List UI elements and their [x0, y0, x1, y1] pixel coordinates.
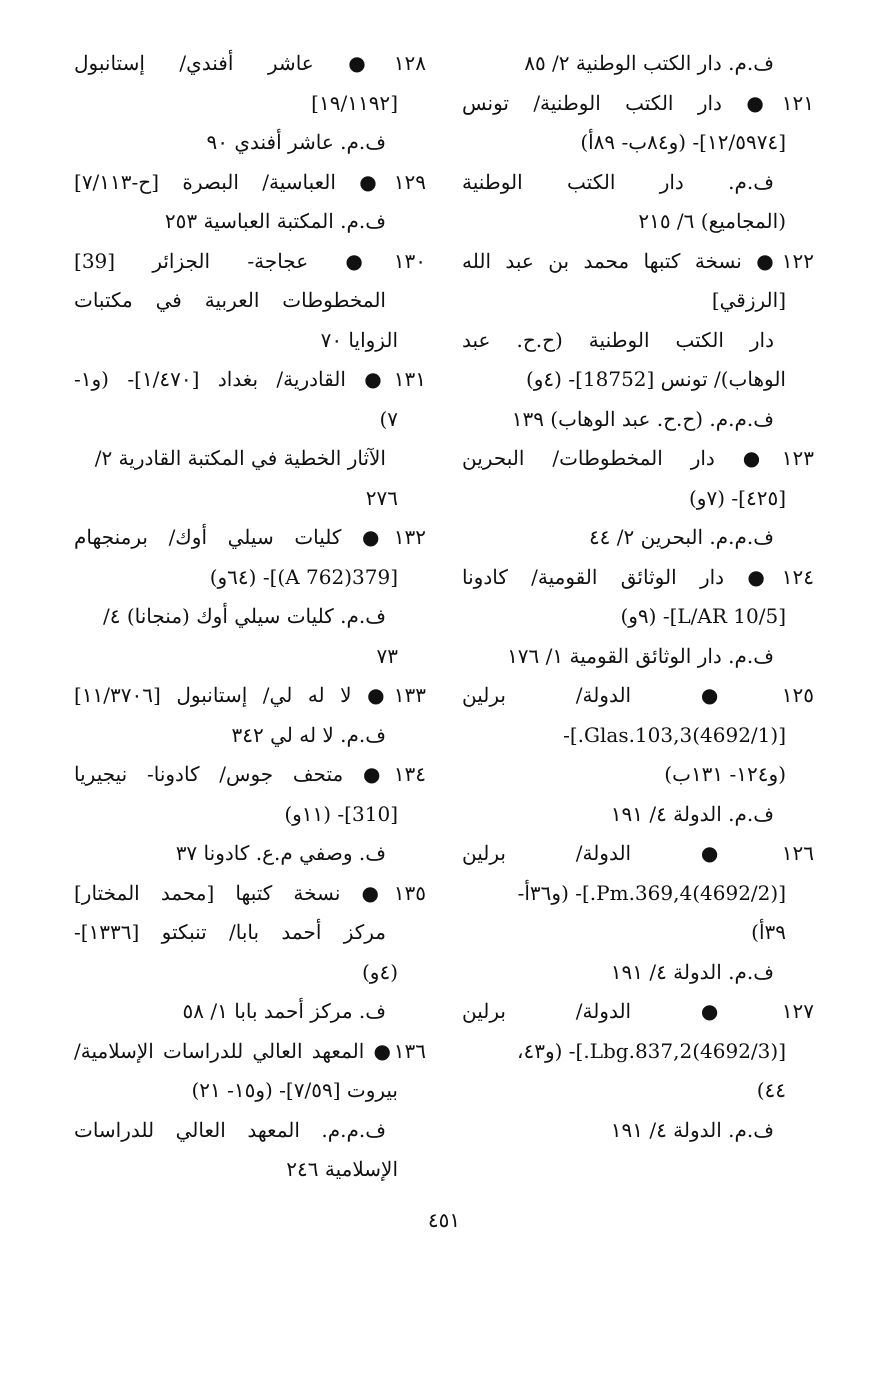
- reference-line: ف.م. الدولة ٤/ ١٩١: [610, 801, 774, 826]
- reference-line: ف.م. عاشر أفندي ٩٠: [206, 130, 386, 154]
- reference-line: مركز أحمد بابا/ تنبكتو [١٣٣٦]-: [74, 920, 386, 944]
- continuation-line: [L/AR 10/5]- (٩و): [620, 604, 786, 628]
- continuation-line: ٢٧٦: [365, 485, 398, 510]
- reference-line: ف. وصفي م.ع. كادونا ٣٧: [175, 841, 386, 865]
- continuation-line: الوهاب)/ تونس [18752]- (٤و): [525, 367, 786, 391]
- catalog-entry-line: ١٢٩● العباسية/ البصرة [ح-٧/١١٣]: [74, 169, 426, 194]
- right-column: [462, 44, 814, 1150]
- reference-line: ف.م.م. (ح.ح. عبد الوهاب) ١٣٩: [511, 406, 774, 431]
- catalog-entry-line: ١٣٠● عجاجة- الجزائر [39]: [74, 248, 426, 273]
- continuation-line: (٤و): [361, 959, 398, 984]
- reference-line: ف.م. الدولة ٤/ ١٩١: [610, 1117, 774, 1142]
- continuation-line: [١٢/٥٩٧٤]- (و٨٤ب- ٨٩أ): [580, 130, 786, 154]
- reference-line: ف.م.م. البحرين ٢/ ٤٤: [588, 525, 774, 549]
- catalog-entry-line: ١٢٦● الدولة/ برلين: [462, 841, 814, 865]
- reference-line: ف.م. دار الوثائق القومية ١/ ١٧٦: [507, 643, 774, 668]
- continuation-line: [الرزقي]: [711, 288, 786, 312]
- page-number: ٤٥١: [427, 1208, 461, 1232]
- continuation-line: (المجاميع) ٦/ ٢١٥: [638, 209, 786, 233]
- reference-line: ف.م. الدولة ٤/ ١٩١: [610, 959, 774, 984]
- catalog-entry-line: ١٣٢● كليات سيلي أوك/ برمنجهام: [74, 525, 426, 549]
- catalog-entry-line: ١٣٥● نسخة كتبها [محمد المختار]: [74, 880, 426, 905]
- continuation-line: الزوايا ٧٠: [320, 327, 398, 352]
- continuation-line: الإسلامية ٢٤٦: [286, 1157, 398, 1181]
- continuation-line: [١٩/١١٩٢]: [311, 90, 398, 115]
- catalog-entry-line: ١٢٨● عاشر أفندي/ إستانبول: [74, 51, 426, 75]
- reference-line: ف.م.م. المعهد العالي للدراسات: [74, 1117, 386, 1142]
- continuation-line: [379(762 A)]- (٦٤و): [209, 564, 398, 589]
- reference-line: ف.م. دار الكتب الوطنية ٢/ ٨٥: [524, 51, 774, 75]
- catalog-entry-line: ١٢٧● الدولة/ برلين: [462, 999, 814, 1023]
- catalog-entry-line: ١٢٤● دار الوثائق القومية/ كادونا: [462, 564, 814, 589]
- catalog-entry-line: ١٣١● القادرية/ بغداد [١/٤٧٠]- (و١-: [74, 367, 426, 391]
- continuation-line: (و١٢٤- ١٣١ب): [664, 762, 786, 786]
- reference-line: دار الكتب الوطنية (ح.ح. عبد: [462, 327, 774, 352]
- reference-line: ف. مركز أحمد بابا ١/ ٥٨: [182, 999, 386, 1023]
- catalog-entry-line: ١٢١● دار الكتب الوطنية/ تونس: [462, 90, 814, 115]
- continuation-line: [٤٢٥]- (٧و): [689, 485, 786, 510]
- continuation-line: [310]- (١١و): [284, 801, 398, 826]
- reference-line: ف.م. دار الكتب الوطنية: [462, 169, 774, 194]
- catalog-entry-line: ١٢٣● دار المخطوطات/ البحرين: [462, 446, 814, 470]
- continuation-line: ٧): [379, 406, 398, 431]
- catalog-entry-line: ١٣٦● المعهد العالي للدراسات الإسلامية/: [74, 1038, 426, 1063]
- reference-line: المخطوطات العربية في مكتبات: [74, 288, 386, 312]
- left-column: [74, 44, 426, 1190]
- continuation-line: [(4692/2)Pm.369,4.]- (و٣٦أ-: [517, 880, 786, 905]
- continuation-line: ٧٣: [376, 643, 398, 668]
- reference-line: ف.م. لا له لي ٣٤٢: [231, 722, 386, 747]
- continuation-line: [(4692/1)Glas.103,3.]-: [563, 722, 786, 747]
- reference-line: ف.م. كليات سيلي أوك (منجانا) ٤/: [102, 604, 386, 628]
- catalog-entry-line: ١٣٤● متحف جوس/ كادونا- نيجيريا: [74, 762, 426, 786]
- catalog-entry-line: ١٢٥● الدولة/ برلين: [462, 683, 814, 707]
- reference-line: الآثار الخطية في المكتبة القادرية ٢/: [94, 446, 386, 470]
- continuation-line: ٣٩أ): [751, 920, 786, 944]
- continuation-line: بيروت [٧/٥٩]- (و١٥- ٢١): [191, 1078, 398, 1102]
- continuation-line: ٤٤): [756, 1078, 786, 1102]
- continuation-line: [(4692/3)Lbg.837,2.]- (و٤٣،: [517, 1038, 786, 1063]
- reference-line: ف.م. المكتبة العباسية ٢٥٣: [164, 209, 386, 233]
- catalog-entry-line: ١٣٣● لا له لي/ إستانبول [١١/٣٧٠٦]: [74, 683, 426, 707]
- catalog-entry-line: ١٢٢● نسخة كتبها محمد بن عبد الله: [462, 248, 814, 273]
